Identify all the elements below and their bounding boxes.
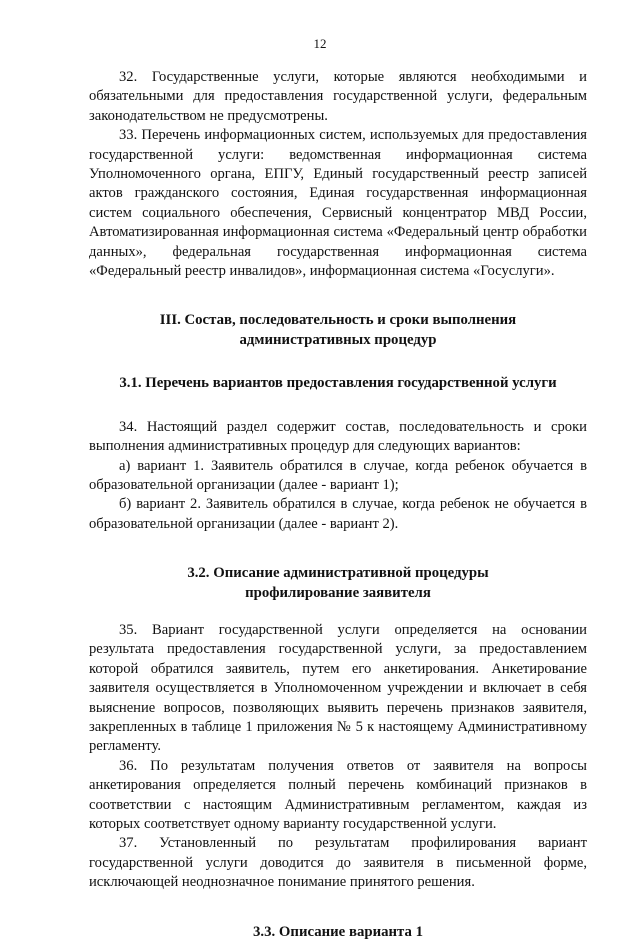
subsection-heading-3-3: 3.3. Описание варианта 1	[253, 923, 423, 940]
paragraph-34-a: а) вариант 1. Заявитель обратился в случае, когда ребенок обучается в образовательной организации (далее - вариант 1);	[89, 457, 587, 493]
paragraph-33: 33. Перечень информационных систем, используемых для предоставления государственной услуги: ведомственная информационная система Уполномоченного органа, ЕПГУ, Единый государственный реестр записей актов гражданского состояния, Единая государственная информационная систем социального обеспечения, Сервисный концентратор МВД России, Автоматизированная информационная система «Федеральный центр обработки данных», федеральная государственная информационная система «Федеральный реестр инвалидов», информационная система «Госуслуги».	[89, 127, 587, 280]
page-content	[89, 68, 587, 942]
paragraph-32: 32. Государственные услуги, которые являются необходимыми и обязательными для предоставления государственной услуги, федеральным законодательством не предусмотрены.	[89, 69, 587, 124]
paragraph-37: 37. Установленный по результатам профилирования вариант государственной услуги доводится до заявителя в письменной форме, исключающей неоднозначное понимание принятого решения.	[89, 835, 587, 891]
paragraph-35: 35. Вариант государственной услуги определяется на основании результата предоставления государственной услуги, за предоставлением которой обратился заявитель, путем его анкетирования. Анкетирование заявителя осуществляется в Уполномоченном учреждении и включает в себя выяснение вопросов, позволяющих выявить перечень признаков заявителя, закрепленных в таблице 1 приложения № 5 к настоящему Административному регламенту.	[89, 621, 587, 755]
subsection-heading-3-1: 3.1. Перечень вариантов предоставления государственной услуги	[119, 375, 557, 392]
paragraph-36: 36. По результатам получения ответов от заявителя на вопросы анкетирования определяется полный перечень комбинаций признаков в соответствии с настоящим Административным регламентом, каждая из которых соответствует одному варианту государственной услуги.	[89, 757, 587, 832]
paragraph-34-b: б) вариант 2. Заявитель обратился в случае, когда ребенок не обучается в образовательной организации (далее - вариант 2).	[89, 496, 587, 532]
subsection-heading-3-2: 3.2. Описание административной процедуры профилирование заявителя	[187, 565, 489, 601]
page-number: 12	[313, 36, 327, 51]
section-heading-3: III. Состав, последовательность и сроки выполнения административных процедур	[159, 312, 517, 348]
paragraph-34: 34. Настоящий раздел содержит состав, последовательность и сроки выполнения административных процедур для следующих вариантов:	[89, 418, 587, 455]
